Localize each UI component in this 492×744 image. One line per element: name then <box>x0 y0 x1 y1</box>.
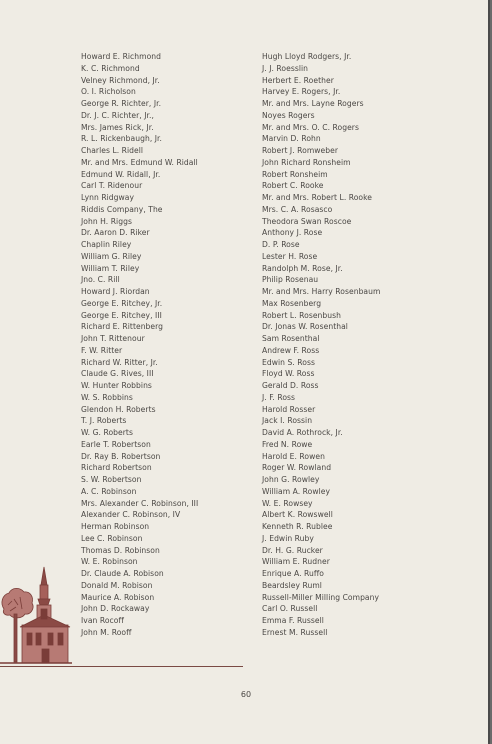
name-entry: A. C. Robinson <box>81 486 137 496</box>
name-entry: R. L. Rickenbaugh, Jr. <box>81 134 162 144</box>
name-entry: Harold E. Rowen <box>262 451 325 461</box>
name-entry: Glendon H. Roberts <box>81 404 156 414</box>
name-entry: Dr. J. C. Richter, Jr., <box>81 110 154 120</box>
name-entry: Robert Ronsheim <box>262 169 328 179</box>
name-entry: W. Hunter Robbins <box>81 381 152 390</box>
name-entry: David A. Rothrock, Jr. <box>262 428 343 437</box>
name-entry: Mr. and Mrs. Edmund W. Ridall <box>81 157 198 167</box>
name-entry: Randolph M. Rose, Jr. <box>262 263 343 273</box>
name-entry: Jack I. Rossin <box>262 416 313 426</box>
name-entry: Richard E. Rittenberg <box>81 322 164 332</box>
name-entry: Donald M. Robison <box>81 580 153 590</box>
name-entry: J. Edwin Ruby <box>262 533 314 543</box>
church-illustration <box>0 565 72 667</box>
name-entry: O. I. Richolson <box>81 87 136 97</box>
name-entry: W. G. Roberts <box>81 428 133 437</box>
name-entry: Robert C. Rooke <box>262 181 324 191</box>
name-entry: John T. Rittenour <box>81 334 145 343</box>
name-entry: Ernest M. Russell <box>262 627 328 637</box>
name-entry: George R. Richter, Jr. <box>81 99 162 108</box>
name-entry: Lynn Ridgway <box>81 193 135 202</box>
footer-rule <box>0 666 243 667</box>
name-entry: Philip Rosenau <box>262 275 319 285</box>
name-entry: William E. Rudner <box>262 557 330 567</box>
name-entry: Enrique A. Ruffo <box>262 569 324 578</box>
name-entry: Dr. Claude A. Robison <box>81 569 164 578</box>
name-entry: Dr. Ray B. Robertson <box>81 451 161 461</box>
name-entry: Mrs. James Rick, Jr. <box>81 122 154 132</box>
name-entry: William T. Riley <box>81 263 140 273</box>
name-entry: Lee C. Robinson <box>81 533 143 543</box>
name-entry: Herbert E. Roether <box>262 75 334 85</box>
name-entry: William G. Riley <box>81 251 142 261</box>
name-entry: Dr. H. G. Rucker <box>262 545 323 555</box>
name-entry: Fred N. Rowe <box>262 439 313 449</box>
name-entry: Carl T. Ridenour <box>81 181 143 191</box>
name-entry: S. W. Robertson <box>81 475 142 484</box>
name-entry: John M. Rooff <box>81 627 132 637</box>
name-entry: Richard W. Ritter, Jr. <box>81 357 158 367</box>
name-entry: Velney Richmond, Jr. <box>81 75 160 85</box>
name-entry: Anthony J. Rose <box>262 228 323 238</box>
name-entry: Dr. Jonas W. Rosenthal <box>262 322 348 332</box>
name-entry: Sam Rosenthal <box>262 334 320 343</box>
name-entry: Russell-Miller Milling Company <box>262 592 380 602</box>
name-entry: K. C. Richmond <box>81 63 140 73</box>
name-entry: John D. Rockaway <box>81 604 150 614</box>
name-entry: William A. Rowley <box>262 486 331 496</box>
name-list-right-column <box>262 51 380 639</box>
name-entry: Earle T. Robertson <box>81 439 151 449</box>
page-number: 60 <box>240 690 252 699</box>
name-entry: J. J. Roesslin <box>262 63 309 73</box>
name-entry: Charles L. Ridell <box>81 146 144 155</box>
name-entry: George E. Ritchey, III <box>81 310 162 320</box>
name-entry: Beardsley Ruml <box>262 580 322 590</box>
name-entry: Max Rosenberg <box>262 298 322 308</box>
name-entry: Herman Robinson <box>81 522 150 531</box>
name-entry: Ivan Rocoff <box>81 616 124 625</box>
name-entry: Dr. Aaron D. Riker <box>81 228 150 238</box>
name-entry: W. S. Robbins <box>81 392 133 402</box>
name-entry: Mrs. C. A. Rosasco <box>262 204 333 214</box>
name-entry: F. W. Ritter <box>81 345 123 355</box>
name-entry: Albert K. Rowswell <box>262 510 333 520</box>
name-entry: Maurice A. Robison <box>81 592 155 602</box>
name-entry: Marvin D. Rohn <box>262 134 321 144</box>
name-entry: Emma F. Russell <box>262 616 324 625</box>
name-entry: Alexander C. Robinson, IV <box>81 510 181 520</box>
name-entry: Howard E. Richmond <box>81 52 162 61</box>
name-entry: Edwin S. Ross <box>262 357 315 367</box>
name-entry: T. J. Roberts <box>81 416 127 426</box>
name-entry: Harvey E. Rogers, Jr. <box>262 87 341 97</box>
name-entry: Andrew F. Ross <box>262 345 320 355</box>
name-entry: George E. Ritchey, Jr. <box>81 298 163 308</box>
name-entry: Howard J. Riordan <box>81 287 150 296</box>
name-entry: Floyd W. Ross <box>262 369 315 379</box>
name-entry: Gerald D. Ross <box>262 381 319 390</box>
name-list-left-column <box>81 51 198 639</box>
name-entry: Chaplin Riley <box>81 240 132 249</box>
name-entry: Theodora Swan Roscoe <box>262 216 352 226</box>
name-entry: D. P. Rose <box>262 240 300 249</box>
name-entry: Mr. and Mrs. Robert L. Rooke <box>262 193 373 202</box>
name-entry: Robert J. Romweber <box>262 146 339 155</box>
name-entry: W. E. Rowsey <box>262 498 313 508</box>
name-entry: Richard Robertson <box>81 463 152 473</box>
name-entry: Robert L. Rosenbush <box>262 310 342 320</box>
name-entry: Mr. and Mrs. O. C. Rogers <box>262 122 359 132</box>
name-entry: Hugh Lloyd Rodgers, Jr. <box>262 52 352 61</box>
name-entry: Thomas D. Robinson <box>81 545 160 555</box>
name-entry: John H. Riggs <box>81 216 132 226</box>
name-entry: John G. Rowley <box>262 475 320 484</box>
name-entry: Harold Rosser <box>262 404 316 414</box>
name-entry: Kenneth R. Rublee <box>262 522 333 531</box>
name-entry: Mr. and Mrs. Layne Rogers <box>262 99 364 108</box>
name-entry: Noyes Rogers <box>262 110 315 120</box>
name-entry: John Richard Ronsheim <box>262 157 351 167</box>
name-entry: Riddis Company, The <box>81 204 163 214</box>
name-entry: Mr. and Mrs. Harry Rosenbaum <box>262 287 381 296</box>
name-entry: Roger W. Rowland <box>262 463 332 473</box>
name-entry: Lester H. Rose <box>262 251 318 261</box>
name-entry: J. F. Ross <box>262 392 296 402</box>
name-entry: Jno. C. Rill <box>81 275 120 285</box>
name-entry: Claude G. Rives, III <box>81 369 154 379</box>
name-entry: W. E. Robinson <box>81 557 138 567</box>
name-entry: Carl O. Russell <box>262 604 318 614</box>
name-entry: Mrs. Alexander C. Robinson, III <box>81 498 199 508</box>
name-entry: Edmund W. Ridall, Jr. <box>81 169 161 179</box>
